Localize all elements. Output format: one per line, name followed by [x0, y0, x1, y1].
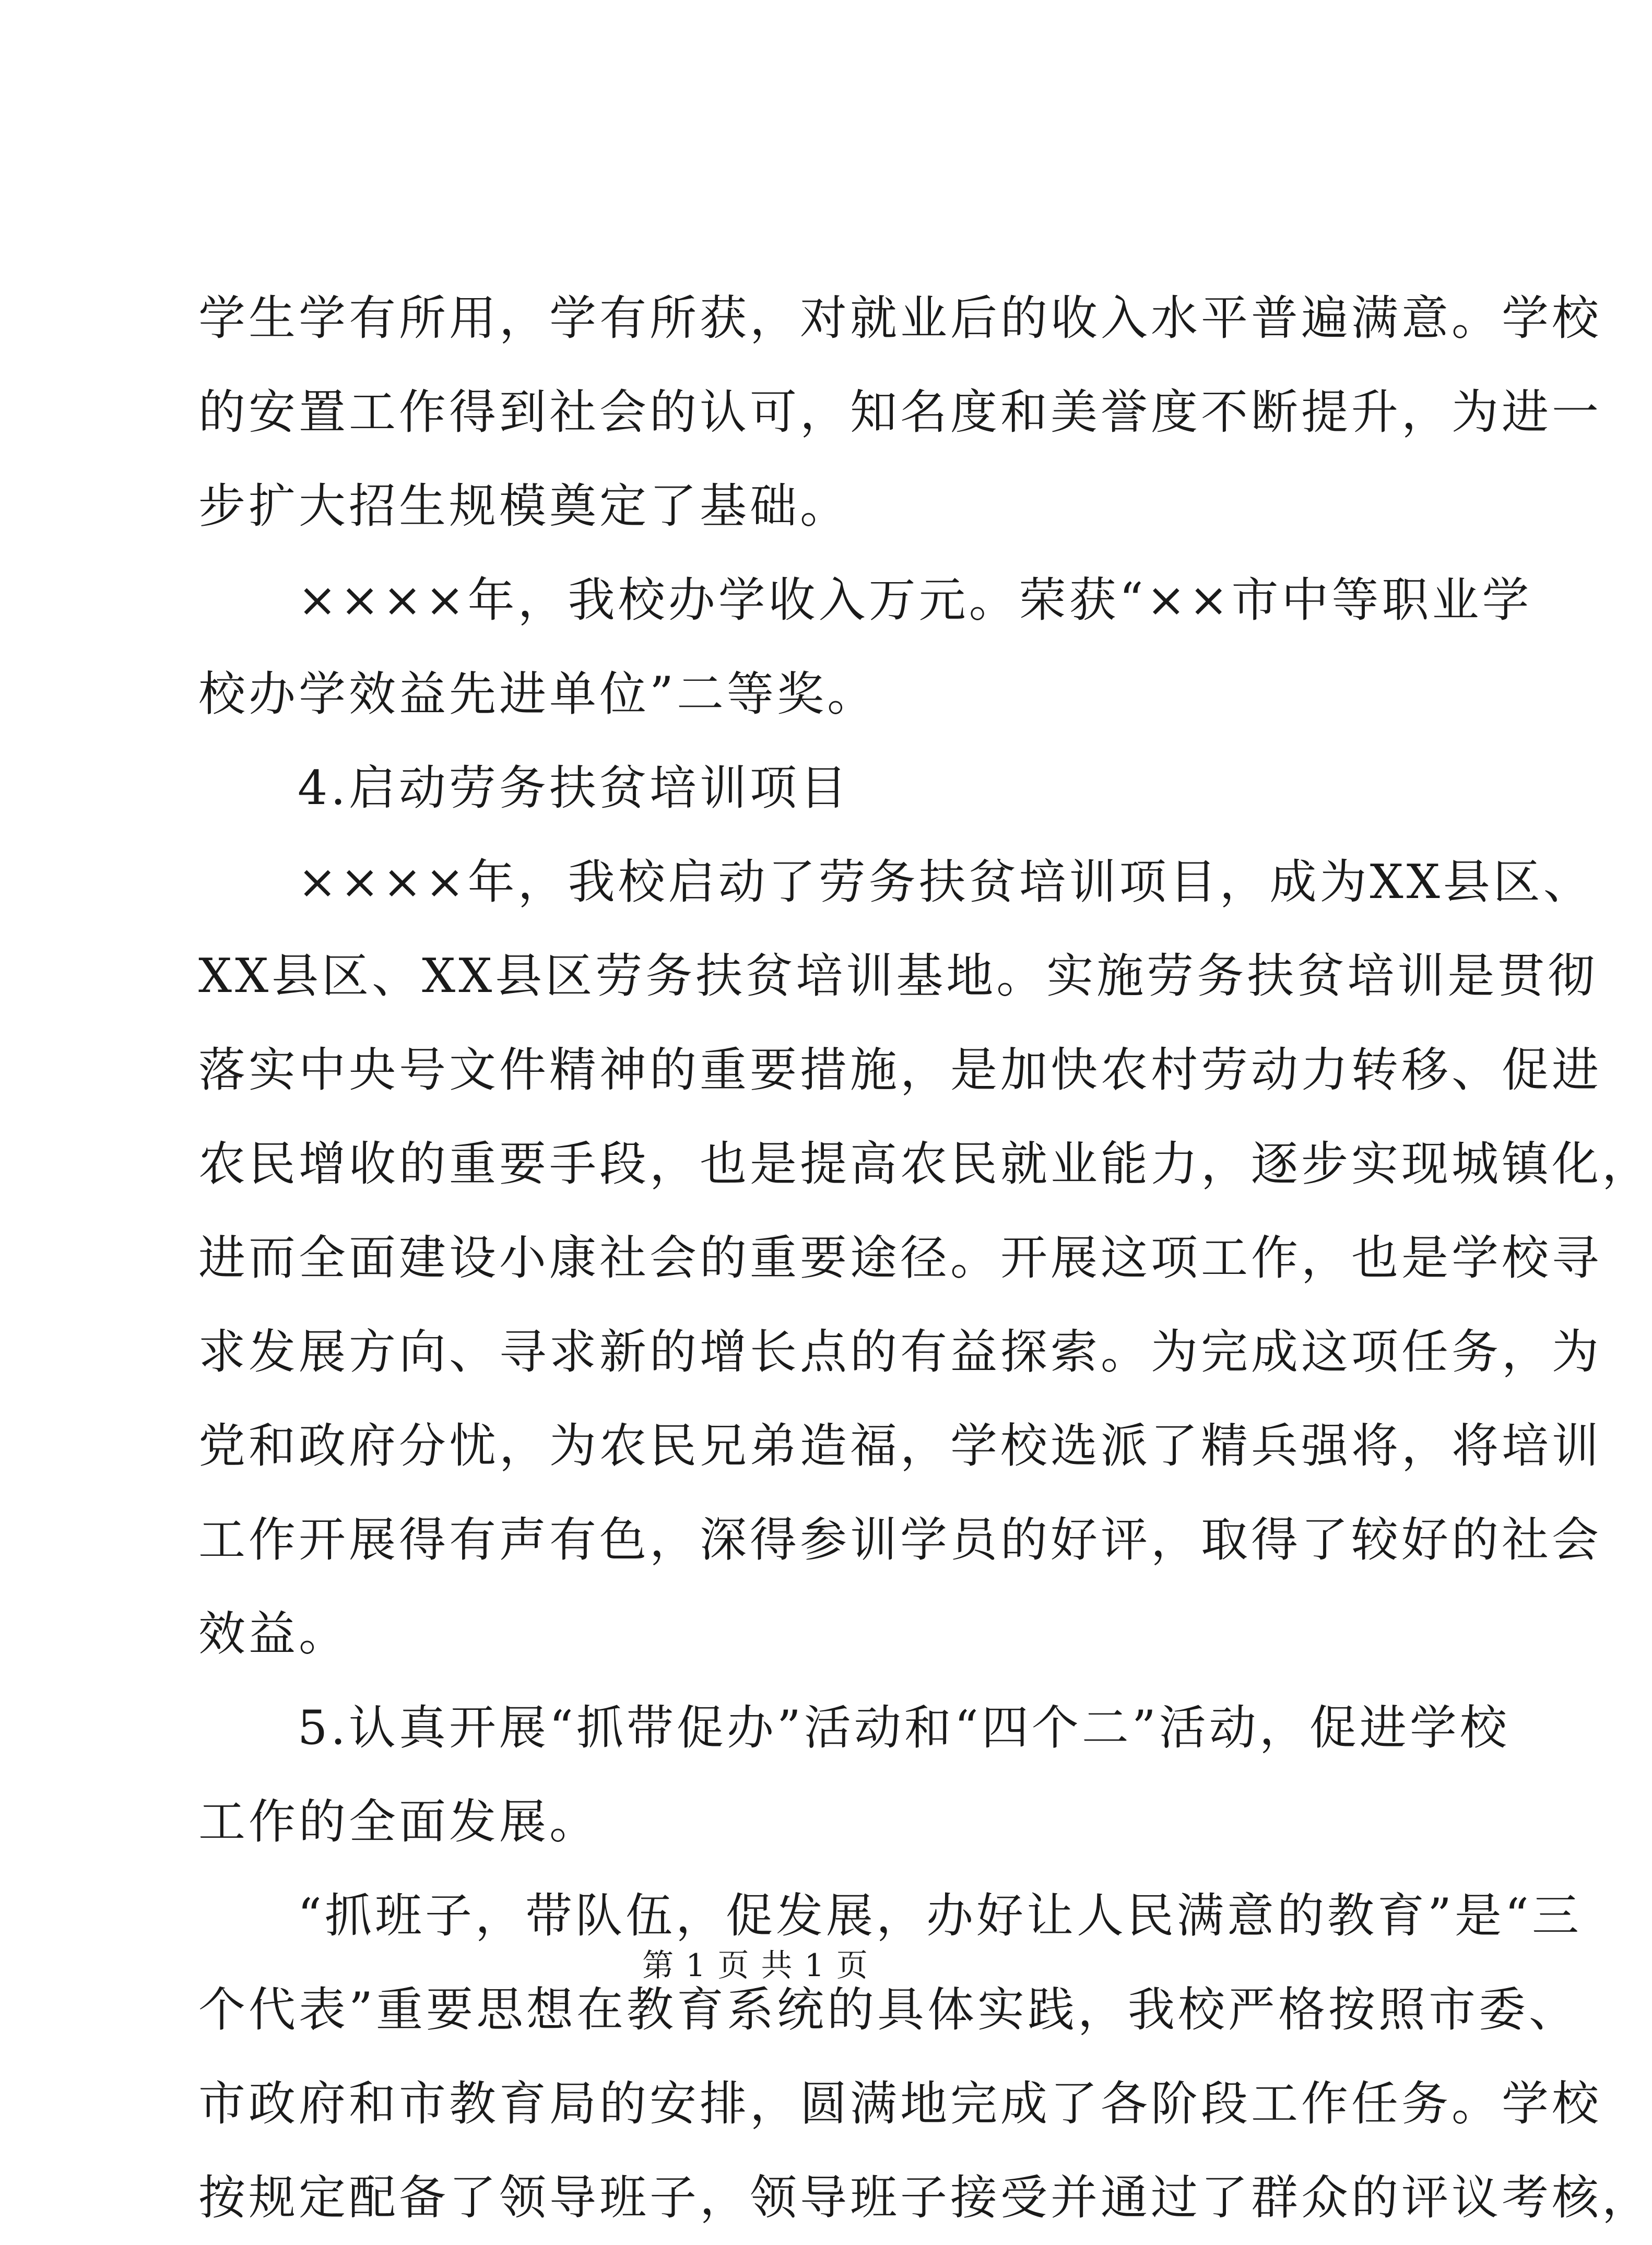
text-line: 的安置工作得到社会的认可，知名度和美誉度不断提升，为进一	[198, 385, 1602, 440]
text-line: 学生学有所用，学有所获，对就业后的收入水平普遍满意。学校	[198, 291, 1602, 346]
text-line: 市政府和市教育局的安排，圆满地完成了各阶段工作任务。学校	[198, 2076, 1602, 2131]
text-line: 个代表”重要思想在教育系统的具体实践，我校严格按照市委、	[198, 1982, 1579, 2037]
page-number-footer: 第 1 页 共 1 页	[642, 1947, 869, 1984]
text-line: 进而全面建设小康社会的重要途径。开展这项工作，也是学校寻	[198, 1231, 1602, 1285]
text-line: 农民增收的重要手段，也是提高农民就业能力，逐步实现城镇化，	[198, 1137, 1652, 1191]
text-line: 校办学效益先进单位”二等奖。	[198, 667, 878, 722]
section-heading: 工作的全面发展。	[198, 1794, 599, 1849]
text-line: 效益。	[198, 1606, 349, 1661]
text-line: 步扩大招生规模奠定了基础。	[198, 479, 850, 534]
section-heading: 5.认真开展“抓带促办”活动和“四个二”活动，促进学校	[298, 1700, 1510, 1755]
text-line: 按规定配备了领导班子，领导班子接受并通过了群众的评议考核，	[198, 2170, 1652, 2225]
section-heading: 4.启动劳务扶贫培训项目	[298, 761, 850, 816]
text-line: 落实中央号文件精神的重要措施，是加快农村劳动力转移、促进	[198, 1043, 1602, 1097]
text-line: 求发展方向、寻求新的增长点的有益探索。为完成这项任务，为	[198, 1325, 1602, 1379]
text-line: “抓班子，带队伍，促发展，办好让人民满意的教育”是“三	[298, 1888, 1583, 1943]
text-line: ××××年，我校办学收入万元。荣获“××市中等职业学	[298, 573, 1532, 628]
text-line: XX县区、XX县区劳务扶贫培训基地。实施劳务扶贫培训是贯彻	[198, 949, 1598, 1003]
text-line: ××××年，我校启动了劳务扶贫培训项目，成为XX县区、	[298, 855, 1594, 909]
text-line: 党和政府分忧，为农民兄弟造福，学校选派了精兵强将，将培训	[198, 1419, 1602, 1473]
text-line: 工作开展得有声有色，深得参训学员的好评，取得了较好的社会	[198, 1513, 1602, 1567]
